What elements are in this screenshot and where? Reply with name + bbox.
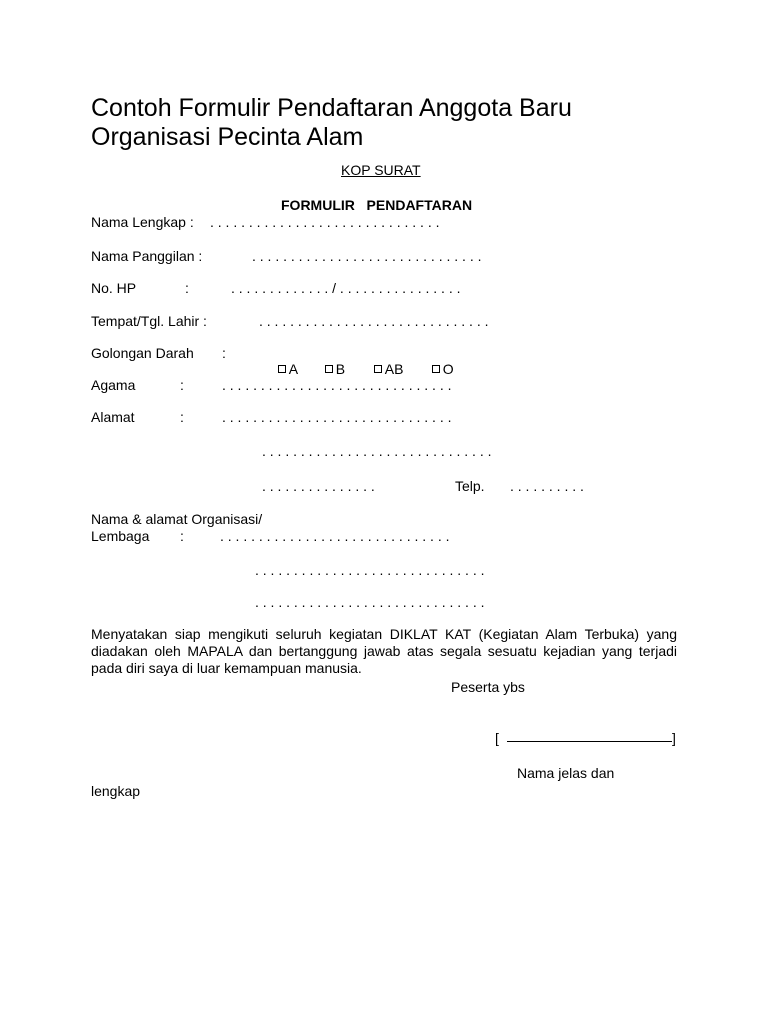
field-dots-agama[interactable]: . . . . . . . . . . . . . . . . . . . . . . . . . . . . . . <box>222 377 452 393</box>
field-label-telp: Telp. <box>455 478 485 494</box>
field-label-organisasi: Nama & alamat Organisasi/ <box>91 511 263 527</box>
document-title-line2: Organisasi Pecinta Alam <box>91 123 364 151</box>
document-title-line1: Contoh Formulir Pendaftaran Anggota Baru <box>91 94 572 122</box>
field-label-nama-lengkap: Nama Lengkap : <box>91 214 194 230</box>
field-label-nama-panggilan: Nama Panggilan : <box>91 248 203 264</box>
signature-bracket-open: [ <box>495 730 499 746</box>
checkbox-icon[interactable] <box>432 365 440 373</box>
blood-option-ab[interactable] <box>366 345 403 377</box>
signature-peserta: Peserta ybs <box>451 679 525 695</box>
statement-paragraph: Menyatakan siap mengikuti seluruh kegiatan DIKLAT KAT (Kegiatan Alam Terbuka) yang diadakan oleh MAPALA dan bertanggung jawab atas segala sesuatu kejadian yang terjadi pada diri saya di luar kemampuan manusia. <box>91 626 677 676</box>
field-colon-lembaga: : <box>180 528 184 544</box>
blood-option-b[interactable] <box>317 345 345 377</box>
field-dots-alamat-line3[interactable]: . . . . . . . . . . . . . . . <box>262 478 375 494</box>
field-label-lembaga: Lembaga <box>91 528 150 544</box>
checkbox-icon[interactable] <box>325 365 333 373</box>
signature-nama-jelas: Nama jelas dan <box>517 765 615 781</box>
field-label-golongan-darah: Golongan Darah <box>91 345 194 361</box>
field-dots-no-hp[interactable]: . . . . . . . . . . . . . / . . . . . . . . . . . . . . . . <box>231 280 461 296</box>
kop-surat-label: KOP SURAT <box>341 162 421 178</box>
blood-option-o-label: O <box>442 361 454 377</box>
field-dots-telp[interactable]: . . . . . . . . . . <box>510 478 584 494</box>
field-dots-organisasi-line3[interactable]: . . . . . . . . . . . . . . . . . . . . . . . . . . . . . . <box>255 594 485 610</box>
signature-line[interactable] <box>507 741 672 742</box>
blood-option-b-label: B <box>335 361 346 377</box>
blood-option-a[interactable] <box>270 345 298 377</box>
signature-bracket-close: ] <box>672 730 676 746</box>
field-colon-no-hp: : <box>185 280 189 296</box>
field-dots-alamat[interactable]: . . . . . . . . . . . . . . . . . . . . . . . . . . . . . . <box>222 409 452 425</box>
form-heading: FORMULIR PENDAFTARAN <box>281 197 473 213</box>
field-label-tempat-tgl-lahir: Tempat/Tgl. Lahir : <box>91 313 207 329</box>
field-label-agama: Agama <box>91 377 136 393</box>
blood-option-a-label: A <box>288 361 299 377</box>
blood-option-ab-label: AB <box>384 361 404 377</box>
field-colon-golongan-darah: : <box>222 345 226 361</box>
field-dots-nama-panggilan[interactable]: . . . . . . . . . . . . . . . . . . . . . . . . . . . . . . <box>252 248 482 264</box>
field-colon-agama: : <box>180 377 184 393</box>
field-colon-alamat: : <box>180 409 184 425</box>
blood-option-o[interactable] <box>424 345 454 377</box>
field-dots-tempat-tgl-lahir[interactable]: . . . . . . . . . . . . . . . . . . . . . . . . . . . . . . <box>259 313 489 329</box>
field-dots-nama-lengkap[interactable]: . . . . . . . . . . . . . . . . . . . . . . . . . . . . . . <box>210 214 440 230</box>
signature-lengkap: lengkap <box>91 783 141 799</box>
field-label-alamat: Alamat <box>91 409 135 425</box>
checkbox-icon[interactable] <box>278 365 286 373</box>
field-dots-alamat-line2[interactable]: . . . . . . . . . . . . . . . . . . . . . . . . . . . . . . <box>262 443 492 459</box>
checkbox-icon[interactable] <box>374 365 382 373</box>
field-dots-organisasi-line2[interactable]: . . . . . . . . . . . . . . . . . . . . . . . . . . . . . . <box>255 562 485 578</box>
field-dots-organisasi[interactable]: . . . . . . . . . . . . . . . . . . . . . . . . . . . . . . <box>220 528 450 544</box>
field-label-no-hp: No. HP <box>91 280 137 296</box>
